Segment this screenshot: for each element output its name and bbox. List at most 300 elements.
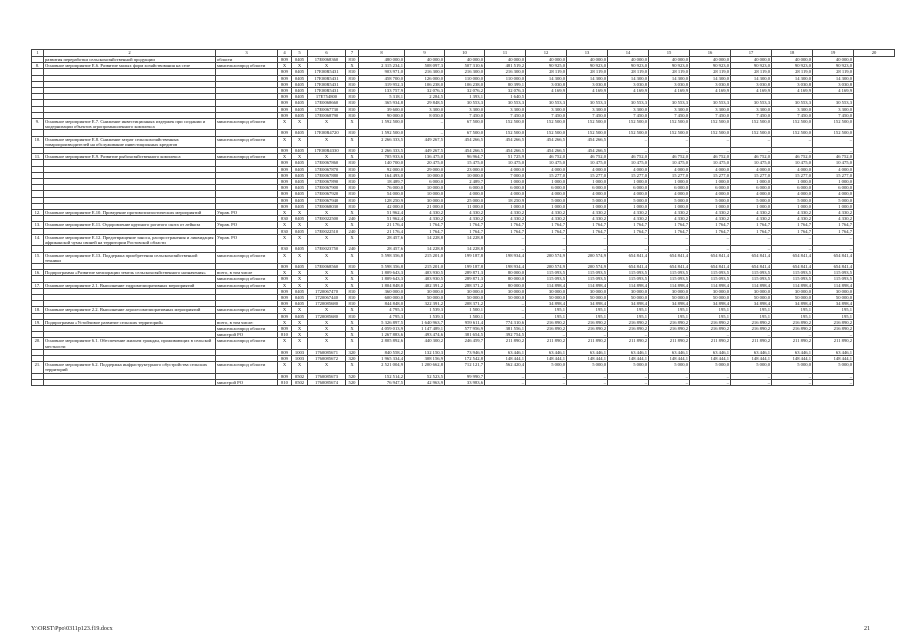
amount-value: 1 000,0 — [649, 203, 690, 209]
amount-value: 50 000,0 — [526, 294, 567, 300]
col-num: 8 — [359, 50, 405, 57]
amount-value: – — [649, 246, 690, 252]
budget-code: 0405 — [292, 75, 308, 81]
budget-code: 17Е00R5431 — [308, 69, 346, 75]
amount-value: 4 330,2 — [813, 216, 854, 222]
amount-value: 654 841,4 — [649, 252, 690, 263]
amount-value: 4 000,0 — [690, 166, 731, 172]
row-number: 8. — [32, 63, 44, 69]
amount-value: 7 000,0 — [485, 172, 526, 178]
amount-value: 115 093,5 — [731, 276, 772, 282]
amount-value: 4 000,0 — [567, 191, 608, 197]
amount-value: 80 000,0 — [485, 276, 526, 282]
budget-code: 0405 — [292, 160, 308, 166]
amount-value: 200 574,9 — [567, 263, 608, 269]
amount-value: – — [526, 379, 567, 385]
amount-value: 1 000,0 — [690, 203, 731, 209]
budget-code: X — [292, 154, 308, 160]
row-number: 16. — [32, 270, 44, 276]
amount-value: 1 764,7 — [567, 228, 608, 234]
amount-value: 114 898,4 — [608, 282, 649, 288]
budget-code: 809 — [278, 294, 292, 300]
amount-value: 30 000,0 — [813, 288, 854, 294]
amount-value: 195,1 — [813, 307, 854, 313]
amount-value: 440 300,2 — [405, 338, 445, 349]
amount-value: 654 841,4 — [731, 252, 772, 263]
amount-value: 18 250,9 — [485, 197, 526, 203]
amount-value: 152 500,0 — [567, 119, 608, 130]
amount-value: 152 500,0 — [649, 130, 690, 136]
budget-code: 17Е0067940 — [308, 197, 346, 203]
amount-value: 30 553,3 — [813, 100, 854, 106]
amount-value: 114 898,4 — [567, 282, 608, 288]
row-name: Основное мероприятие Е.12. Предотвращение заноса, распространения и ликвидация африканской чумы свиней на территории Ростовской области — [44, 234, 216, 245]
amount-value: – — [526, 332, 567, 338]
amount-value: 34 898,4 — [608, 301, 649, 307]
amount-value: – — [608, 148, 649, 154]
amount-value: 63 446,1 — [772, 349, 813, 355]
budget-table — [31, 49, 895, 386]
amount-value: 50 000,0 — [405, 294, 445, 300]
amount-value: 392 754,5 — [485, 332, 526, 338]
budget-code: 0405 — [292, 94, 308, 100]
row-executor: Управ. РО — [216, 210, 278, 216]
amount-value: – — [690, 373, 731, 379]
amount-value: 152 500,0 — [731, 130, 772, 136]
col-num: 4 — [278, 50, 292, 57]
amount-value: 4 169,9 — [526, 88, 567, 94]
row-executor: Управ. РО — [216, 234, 278, 245]
amount-value: 115 093,5 — [526, 276, 567, 282]
amount-value: 2 489,7 — [445, 179, 485, 185]
budget-code: 1720085680 — [308, 313, 346, 319]
amount-value: 34 898,4 — [526, 301, 567, 307]
amount-value: 152 500,0 — [813, 119, 854, 130]
amount-value: 28 119,0 — [526, 69, 567, 75]
amount-value: – — [405, 119, 445, 130]
row-executor: минсельхозпрод области — [216, 282, 278, 288]
col-num: 14 — [608, 50, 649, 57]
budget-code: 809 — [278, 81, 292, 87]
amount-value: – — [405, 130, 445, 136]
budget-code: X — [346, 362, 359, 373]
budget-code: X — [346, 136, 359, 147]
budget-code: X — [278, 154, 292, 160]
row-name: Основное мероприятие Е.9. Развитие рыбохозяйственного комплекса — [44, 154, 216, 160]
amount-value: 90 923,0 — [649, 63, 690, 69]
amount-value: 322 391,2 — [405, 301, 445, 307]
budget-code: 0405 — [292, 228, 308, 234]
row-executor: Управ. РО — [216, 222, 278, 228]
amount-value: 51 962,4 — [359, 210, 405, 216]
amount-value: 4 000,0 — [772, 191, 813, 197]
budget-code: 1760085673 — [308, 373, 346, 379]
amount-value: 30 553,3 — [772, 100, 813, 106]
amount-value: 51 725,9 — [485, 154, 526, 160]
row-name: Основное мероприятие Е.13. Поддержка приобретения сельскохозяйственной техники — [44, 252, 216, 263]
amount-value: 40 000,0 — [772, 57, 813, 63]
amount-value: 10 475,0 — [567, 160, 608, 166]
budget-code: 0405 — [292, 203, 308, 209]
table-row — [32, 338, 895, 349]
amount-value: 115 093,5 — [690, 270, 731, 276]
amount-value: 10 475,0 — [731, 160, 772, 166]
amount-value: 1 809 643,3 — [359, 276, 405, 282]
amount-value: 3 300,0 — [445, 106, 485, 112]
budget-code: X — [308, 270, 346, 276]
amount-value: 28 119,0 — [649, 69, 690, 75]
amount-value: 1 592 500,0 — [359, 119, 405, 130]
col-num: 16 — [690, 50, 731, 57]
budget-code: X — [308, 252, 346, 263]
amount-value: 4 169,9 — [690, 88, 731, 94]
budget-code: 0405 — [292, 69, 308, 75]
amount-value: 199 187,8 — [445, 263, 485, 269]
amount-value: 195,1 — [731, 313, 772, 319]
amount-value: 5 000,0 — [567, 362, 608, 373]
amount-value: 10 000,0 — [445, 172, 485, 178]
amount-value: 216 890,2 — [649, 319, 690, 325]
amount-value: 4 330,2 — [485, 210, 526, 216]
budget-code: 809 — [278, 130, 292, 136]
amount-value: 198 934,4 — [485, 263, 526, 269]
budget-code: X — [292, 325, 308, 331]
budget-code: 17Е0068560 — [308, 263, 346, 269]
amount-value: 449 267,5 — [405, 148, 445, 154]
amount-value: 454 266,5 — [567, 148, 608, 154]
amount-value: 10 475,0 — [526, 160, 567, 166]
budget-code: X — [346, 307, 359, 313]
amount-value: 4 330,2 — [567, 216, 608, 222]
amount-value: – — [731, 234, 772, 245]
amount-value: – — [772, 148, 813, 154]
amount-value: 4 000,0 — [731, 191, 772, 197]
amount-value: – — [772, 373, 813, 379]
amount-value: 23 000,0 — [445, 166, 485, 172]
amount-value: 216 300,0 — [445, 69, 485, 75]
budget-code: X — [308, 63, 346, 69]
amount-value: 216 890,2 — [608, 319, 649, 325]
budget-code: X — [346, 63, 359, 69]
budget-code: 17Е0067730 — [308, 106, 346, 112]
budget-code: 809 — [278, 197, 292, 203]
amount-value: 4 330,2 — [649, 216, 690, 222]
amount-value: 195,1 — [772, 313, 813, 319]
budget-code: 810 — [346, 100, 359, 106]
amount-value: 15 277,0 — [608, 172, 649, 178]
amount-value: 216 890,2 — [772, 325, 813, 331]
amount-value: 211 890,2 — [567, 338, 608, 349]
budget-code: 0405 — [292, 166, 308, 172]
budget-code: 17Е0067920 — [308, 191, 346, 197]
amount-value: 148 444,1 — [813, 355, 854, 361]
amount-value: 365 934,8 — [359, 100, 405, 106]
amount-value: 199 187,8 — [445, 252, 485, 263]
amount-value: 30 000,0 — [608, 288, 649, 294]
amount-value: 1 000,0 — [485, 179, 526, 185]
amount-value: 4 330,2 — [405, 216, 445, 222]
amount-value: 5 000,0 — [649, 197, 690, 203]
amount-value: 30 000,0 — [405, 197, 445, 203]
amount-value: 7 450,0 — [526, 112, 567, 118]
amount-value: 195,1 — [649, 307, 690, 313]
amount-value: 1 000,0 — [526, 203, 567, 209]
amount-value: 115 093,5 — [526, 270, 567, 276]
row-name: Основное мероприятие 2.1. Выполнение гидромелиоративных мероприятий — [44, 282, 216, 288]
amount-value: 195,1 — [567, 313, 608, 319]
table-row — [32, 136, 895, 147]
table-row — [32, 252, 895, 263]
amount-value: 1 764,7 — [445, 222, 485, 228]
amount-value: 1 000,0 — [731, 179, 772, 185]
amount-value: 28 119,0 — [567, 69, 608, 75]
amount-value: 454 266,5 — [485, 136, 526, 147]
amount-value: 5 598 356,8 — [359, 252, 405, 263]
amount-value: 216 890,2 — [526, 325, 567, 331]
amount-value: 3 300,0 — [731, 106, 772, 112]
amount-value: 577 956,9 — [445, 325, 485, 331]
amount-value: 1 000,0 — [813, 179, 854, 185]
amount-value: 50 000,0 — [649, 294, 690, 300]
amount-value: 705 933,6 — [359, 154, 405, 160]
row-name: развития переработки сельскохозяйственной продукции — [44, 57, 216, 63]
amount-value: 4 000,0 — [608, 166, 649, 172]
amount-value: – — [526, 373, 567, 379]
budget-code: X — [278, 136, 292, 147]
amount-value: 3 030,8 — [772, 81, 813, 87]
budget-code: 0405 — [292, 172, 308, 178]
amount-value: 90 925,0 — [526, 63, 567, 69]
amount-value: 148 444,1 — [690, 355, 731, 361]
row-number: 9. — [32, 119, 44, 130]
amount-value: 14 300,0 — [731, 75, 772, 81]
budget-code: 809 — [278, 100, 292, 106]
amount-value: – — [608, 136, 649, 147]
amount-value: 32 076,3 — [405, 88, 445, 94]
budget-code: X — [346, 252, 359, 263]
budget-code: X — [346, 276, 359, 282]
amount-value: – — [690, 246, 731, 252]
amount-value: 1 764,7 — [813, 222, 854, 228]
budget-code: X — [292, 332, 308, 338]
amount-value: 18 489,7 — [359, 179, 405, 185]
amount-value: – — [608, 246, 649, 252]
budget-code: 810 — [346, 263, 359, 269]
amount-value: 3 300,0 — [405, 106, 445, 112]
amount-value: 40 000,0 — [690, 57, 731, 63]
budget-code: X — [308, 234, 346, 245]
amount-value: 152 514,2 — [359, 373, 405, 379]
amount-value: 403 930,5 — [405, 276, 445, 282]
amount-value: 1 000,0 — [649, 179, 690, 185]
row-number: 20. — [32, 338, 44, 349]
amount-value: 215 201,0 — [405, 263, 445, 269]
amount-value: 30 000,0 — [772, 288, 813, 294]
budget-code: 810 — [346, 166, 359, 172]
col-num: 15 — [649, 50, 690, 57]
amount-value: – — [813, 373, 854, 379]
amount-value: 216 300,0 — [485, 69, 526, 75]
amount-value: 3 030,8 — [526, 81, 567, 87]
amount-value: 507 310,6 — [445, 63, 485, 69]
row-number: 10. — [32, 136, 44, 147]
amount-value: 6 000,0 — [649, 185, 690, 191]
amount-value: 4 330,2 — [813, 210, 854, 216]
amount-value: 46 752,0 — [731, 154, 772, 160]
budget-code: 1760085674 — [308, 379, 346, 385]
amount-value: 216 890,2 — [649, 325, 690, 331]
amount-value: 152 500,0 — [690, 119, 731, 130]
amount-value: 403 930,5 — [405, 270, 445, 276]
amount-value: 15 277,0 — [731, 172, 772, 178]
amount-value: 2 315 234,1 — [359, 63, 405, 69]
budget-code: 809 — [278, 172, 292, 178]
amount-value: – — [731, 136, 772, 147]
amount-value: 11 000,0 — [445, 203, 485, 209]
amount-value: – — [567, 379, 608, 385]
amount-value: 454 266,5 — [445, 148, 485, 154]
budget-code: 1760085671 — [308, 349, 346, 355]
amount-value: 195,1 — [731, 307, 772, 313]
amount-value: 46 752,0 — [649, 154, 690, 160]
amount-value: 115 093,5 — [772, 276, 813, 282]
amount-value: 381 654,5 — [445, 332, 485, 338]
budget-code: 810 — [346, 88, 359, 94]
amount-value: 115 093,5 — [649, 276, 690, 282]
row-executor: минсельхозпрод области — [216, 338, 278, 349]
budget-code: X — [278, 307, 292, 313]
amount-value: 29 000,0 — [405, 166, 445, 172]
amount-value: 840 558,2 — [359, 349, 405, 355]
amount-value: 458 700,0 — [359, 75, 405, 81]
amount-value: 4 000,0 — [485, 191, 526, 197]
amount-value: – — [813, 246, 854, 252]
amount-value: 246 459,7 — [445, 338, 485, 349]
amount-value: 50 000,0 — [813, 294, 854, 300]
amount-value: 211 890,2 — [772, 338, 813, 349]
budget-code: X — [346, 282, 359, 288]
budget-code: 809 — [278, 325, 292, 331]
row-number: 19. — [32, 319, 44, 325]
budget-code: X — [292, 119, 308, 130]
amount-value: – — [690, 234, 731, 245]
amount-value: 30 553,3 — [690, 100, 731, 106]
budget-code: X — [308, 332, 346, 338]
amount-value: 30 000,0 — [731, 288, 772, 294]
amount-value: 195,1 — [813, 313, 854, 319]
amount-value: – — [731, 332, 772, 338]
amount-value: 106 238,0 — [405, 81, 445, 87]
budget-code: 810 — [346, 191, 359, 197]
amount-value: 152 500,0 — [608, 119, 649, 130]
amount-value: 14 228,8 — [445, 234, 485, 245]
amount-value: – — [649, 373, 690, 379]
col-num: 17 — [731, 50, 772, 57]
amount-value: 152 500,0 — [649, 119, 690, 130]
amount-value: 3 300,0 — [526, 106, 567, 112]
amount-value: 115 093,5 — [772, 270, 813, 276]
amount-value: 21 176,4 — [359, 222, 405, 228]
budget-code: X — [308, 136, 346, 147]
amount-value: 50 000,0 — [731, 294, 772, 300]
budget-code: 0405 — [292, 112, 308, 118]
budget-code: 17Е00R5431 — [308, 75, 346, 81]
amount-value: 216 890,2 — [608, 325, 649, 331]
amount-value: 7 450,0 — [649, 112, 690, 118]
amount-value: 4 330,2 — [608, 210, 649, 216]
col-num: 11 — [485, 50, 526, 57]
row-number: 17. — [32, 282, 44, 288]
amount-value: – — [690, 332, 731, 338]
amount-value: – — [526, 246, 567, 252]
amount-value: 30 000,0 — [649, 288, 690, 294]
budget-code: 0502 — [292, 379, 308, 385]
amount-value: – — [485, 234, 526, 245]
amount-value: 67 500,0 — [445, 119, 485, 130]
amount-value: 90 923,0 — [772, 63, 813, 69]
amount-value: 1 500,1 — [445, 307, 485, 313]
amount-value: 15 277,0 — [567, 172, 608, 178]
amount-value: 5 000,0 — [813, 362, 854, 373]
budget-code: X — [292, 252, 308, 263]
amount-value: – — [649, 136, 690, 147]
amount-value: 152 500,0 — [813, 130, 854, 136]
amount-value: 200 574,9 — [526, 252, 567, 263]
amount-value: – — [608, 332, 649, 338]
row-name — [44, 379, 216, 385]
amount-value: 6 000,0 — [813, 185, 854, 191]
amount-value: 774 310,6 — [485, 319, 526, 325]
amount-value: 34 898,4 — [690, 301, 731, 307]
amount-value: 92 000,0 — [359, 166, 405, 172]
amount-value: 1 000,0 — [567, 179, 608, 185]
amount-value: 195,1 — [690, 313, 731, 319]
amount-value: 114 898,4 — [813, 282, 854, 288]
budget-code: 0405 — [292, 216, 308, 222]
budget-code: X — [346, 119, 359, 130]
amount-value: 152 500,0 — [772, 119, 813, 130]
amount-value: 1 393,1 — [445, 94, 485, 100]
amount-value: 4 330,2 — [690, 216, 731, 222]
budget-code: X — [292, 319, 308, 325]
budget-code: 17Е00R5431 — [308, 88, 346, 94]
budget-code: X — [308, 154, 346, 160]
amount-value: 114 898,4 — [772, 282, 813, 288]
amount-value: 3 030,8 — [567, 81, 608, 87]
table-row — [32, 362, 895, 373]
budget-code: X — [346, 154, 359, 160]
amount-value: 3 300,0 — [649, 106, 690, 112]
budget-code: 17Е0067890 — [308, 179, 346, 185]
amount-value: 152 500,0 — [526, 119, 567, 130]
budget-code: 320 — [346, 349, 359, 355]
amount-value: 50 000,0 — [772, 294, 813, 300]
amount-value: 39 600,0 — [359, 106, 405, 112]
row-number: 21. — [32, 362, 44, 373]
row-executor: минсельхозпрод области — [216, 63, 278, 69]
amount-value: 454 266,5 — [485, 148, 526, 154]
amount-value: 1 764,7 — [405, 222, 445, 228]
file-path-footer: Y:\ORST\Ppo\0311p123.f19.docx — [31, 626, 113, 632]
budget-code: 0405 — [292, 185, 308, 191]
budget-code: 17Е0067870 — [308, 166, 346, 172]
amount-value: 654 841,4 — [690, 263, 731, 269]
amount-value: – — [772, 379, 813, 385]
amount-value: 654 841,4 — [608, 252, 649, 263]
amount-value: – — [813, 332, 854, 338]
row-name: Основное мероприятие Е.6. Развитие малых форм хозяйствования на селе — [44, 63, 216, 69]
amount-value: 3 300,0 — [813, 106, 854, 112]
